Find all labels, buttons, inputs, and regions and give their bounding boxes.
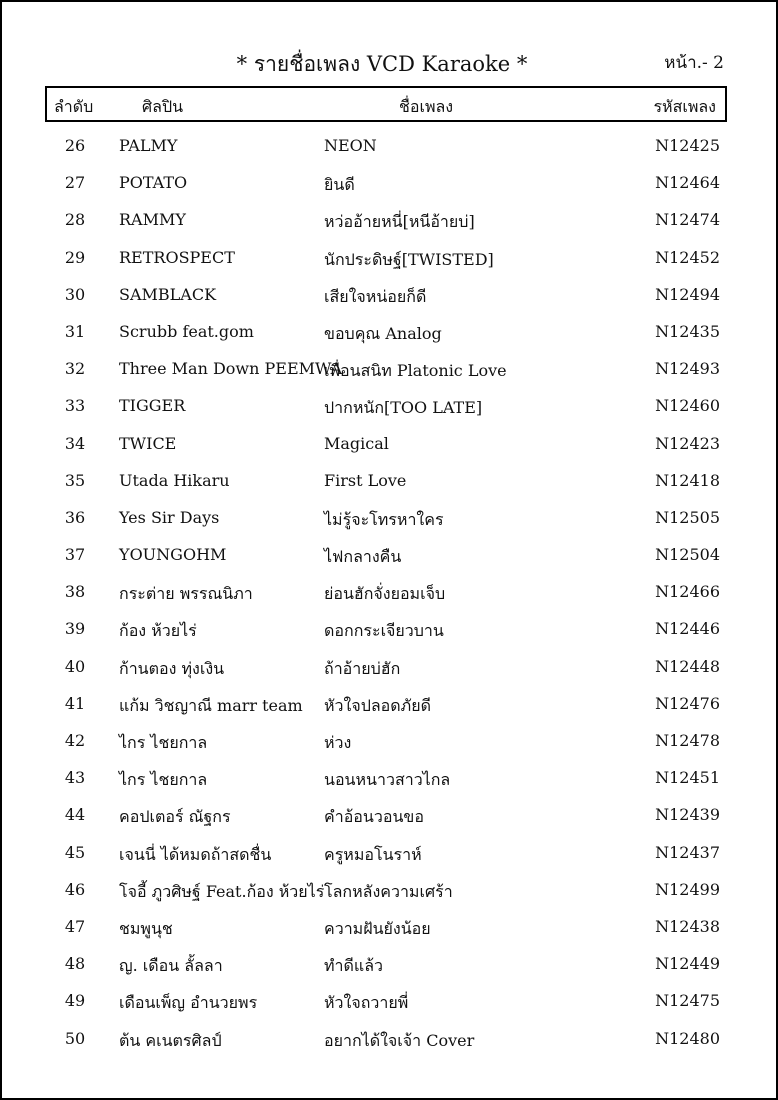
row-number: 31 <box>64 321 86 341</box>
header-code: รหัสเพลง <box>653 97 716 116</box>
row-song: ห่วง <box>324 733 352 752</box>
row-artist: ไกร ไชยกาล <box>119 770 208 790</box>
table-row <box>2 685 778 722</box>
row-song: Magical <box>324 433 389 453</box>
row-artist: Utada Hikaru <box>119 470 230 490</box>
row-code: N12423 <box>655 433 720 453</box>
row-song: นอนหนาวสาวไกล <box>324 770 451 790</box>
row-number: 38 <box>64 582 86 602</box>
row-song: ครูหมอโนราห์ <box>324 844 422 864</box>
row-code: N12475 <box>655 991 720 1011</box>
row-artist: SAMBLACK <box>119 284 217 304</box>
row-song: ขอบคุณ Analog <box>324 323 442 343</box>
row-artist: แก้ม วิชญาณี marr team <box>119 695 303 715</box>
row-song: เสียใจหน่อยก็ดี <box>324 286 427 306</box>
table-row <box>2 834 778 871</box>
song-list <box>2 127 778 1057</box>
row-number: 28 <box>64 210 86 230</box>
row-artist: ญ. เดือน ลั้ลลา <box>119 956 223 976</box>
table-row <box>2 722 778 759</box>
row-number: 41 <box>64 693 86 713</box>
table-row <box>2 425 778 462</box>
row-number: 46 <box>64 879 86 899</box>
table-row <box>2 462 778 499</box>
table-row <box>2 239 778 276</box>
row-artist: เดือนเพ็ญ อำนวยพร <box>119 993 258 1013</box>
page-title: * รายชื่อเพลง VCD Karaoke * <box>236 52 528 76</box>
row-artist: Three Man Down PEEMWA <box>119 359 343 379</box>
row-song: NEON <box>324 136 377 155</box>
row-code: N12494 <box>655 284 720 304</box>
row-number: 30 <box>64 284 86 304</box>
row-number: 44 <box>64 805 86 825</box>
row-song: คำอ้อนวอนขอ <box>324 807 424 827</box>
row-artist: PALMY <box>119 136 178 155</box>
row-song: ดอกกระเจียวบาน <box>324 621 444 641</box>
table-header <box>45 86 727 122</box>
row-code: N12464 <box>655 173 720 193</box>
row-code: N12493 <box>655 359 720 379</box>
row-number: 37 <box>64 545 86 565</box>
header-artist: ศิลปิน <box>142 97 184 116</box>
row-song: ปากหนัก[TOO LATE] <box>324 398 483 418</box>
table-row <box>2 796 778 833</box>
table-row <box>2 1020 778 1057</box>
row-number: 43 <box>64 768 86 788</box>
row-code: N12505 <box>655 507 720 527</box>
row-number: 36 <box>64 507 86 527</box>
table-row <box>2 350 778 387</box>
table-row <box>2 387 778 424</box>
row-number: 42 <box>64 731 86 750</box>
row-song: ถ้าอ้ายบ่ฮัก <box>324 658 401 678</box>
row-code: N12504 <box>655 545 720 565</box>
row-code: N12449 <box>655 954 720 974</box>
row-song: ไม่รู้จะโทรหาใคร <box>324 509 444 529</box>
row-number: 33 <box>64 396 86 416</box>
table-row <box>2 127 778 164</box>
row-song: หว่ออ้ายหนี่[หนีอ้ายบ่] <box>324 212 475 232</box>
row-artist: เจนนี่ ได้หมดถ้าสดชื่น <box>119 844 272 864</box>
table-row <box>2 536 778 573</box>
row-artist: RAMMY <box>119 210 186 230</box>
row-song: ไฟกลางคืน <box>324 547 402 567</box>
row-song: ทำดีแล้ว <box>324 956 384 976</box>
row-artist: คอปเตอร์ ณัฐกร <box>119 807 231 827</box>
row-code: N12478 <box>655 731 720 750</box>
row-code: N12499 <box>655 879 720 899</box>
row-code: N12435 <box>655 321 720 341</box>
row-song: First Love <box>324 470 407 490</box>
table-row <box>2 648 778 685</box>
row-number: 29 <box>64 247 86 267</box>
row-number: 48 <box>64 954 86 974</box>
row-code: N12418 <box>655 470 720 490</box>
row-artist: ก้านตอง ทุ่งเงิน <box>119 658 225 678</box>
row-song: ย่อนฮักจั่งยอมเจ็บ <box>324 584 446 604</box>
row-artist: Scrubb feat.gom <box>119 321 254 341</box>
row-artist: กระต่าย พรรณนิภา <box>119 584 253 604</box>
row-artist: Yes Sir Days <box>119 507 220 527</box>
row-code: N12466 <box>655 582 720 602</box>
table-row <box>2 164 778 201</box>
row-code: N12474 <box>655 210 720 230</box>
table-row <box>2 908 778 945</box>
row-code: N12452 <box>655 247 720 267</box>
row-number: 35 <box>64 470 86 490</box>
row-code: N12425 <box>655 136 720 155</box>
row-code: N12460 <box>655 396 720 416</box>
table-row <box>2 276 778 313</box>
header-song: ชื่อเพลง <box>399 97 454 116</box>
row-number: 49 <box>64 991 86 1011</box>
row-song: โลกหลังความเศร้า <box>324 881 453 901</box>
row-number: 26 <box>64 136 86 155</box>
row-song: ยินดี <box>324 175 355 195</box>
row-artist: YOUNGOHM <box>119 545 227 565</box>
row-song: หัวใจถวายพี่ <box>324 993 409 1013</box>
table-row <box>2 610 778 647</box>
table-row <box>2 982 778 1019</box>
row-number: 50 <box>64 1028 86 1048</box>
row-artist: TWICE <box>119 433 177 453</box>
row-number: 39 <box>64 619 86 639</box>
row-artist: POTATO <box>119 173 188 193</box>
table-row <box>2 201 778 238</box>
row-number: 40 <box>64 656 86 676</box>
row-code: N12448 <box>655 656 720 676</box>
row-number: 27 <box>64 173 86 193</box>
row-code: N12480 <box>655 1028 720 1048</box>
row-song: ความฝันยังน้อย <box>324 918 431 938</box>
row-number: 34 <box>64 433 86 453</box>
row-number: 45 <box>64 842 86 862</box>
row-code: N12476 <box>655 693 720 713</box>
row-number: 32 <box>64 359 86 379</box>
table-row <box>2 499 778 536</box>
header-number: ลำดับ <box>54 97 94 116</box>
table-row <box>2 759 778 796</box>
row-artist: TIGGER <box>119 396 186 416</box>
table-row <box>2 573 778 610</box>
row-song: หัวใจปลอดภัยดี <box>324 695 431 715</box>
row-artist: RETROSPECT <box>119 247 235 267</box>
row-code: N12446 <box>655 619 720 639</box>
row-code: N12437 <box>655 842 720 862</box>
row-song: อยากได้ใจเจ้า Cover <box>324 1030 475 1050</box>
row-number: 47 <box>64 916 86 936</box>
row-artist: ต้น คเนตรศิลป์ <box>119 1030 222 1050</box>
row-code: N12439 <box>655 805 720 825</box>
row-code: N12451 <box>655 768 720 788</box>
row-artist: ชมพูนุช <box>119 918 173 938</box>
table-row <box>2 945 778 982</box>
table-row <box>2 313 778 350</box>
row-song: นักประดิษฐ์[TWISTED] <box>324 249 494 269</box>
page-number: หน้า.- 2 <box>664 53 724 73</box>
row-song: เพื่อนสนิท Platonic Love <box>324 361 507 381</box>
row-artist: โจอี้ ภูวศิษฐ์ Feat.ก้อง ห้วยไร่ <box>119 881 325 901</box>
table-row <box>2 871 778 908</box>
row-artist: ไกร ไชยกาล <box>119 733 208 752</box>
row-artist: ก้อง ห้วยไร่ <box>119 621 197 641</box>
row-code: N12438 <box>655 916 720 936</box>
